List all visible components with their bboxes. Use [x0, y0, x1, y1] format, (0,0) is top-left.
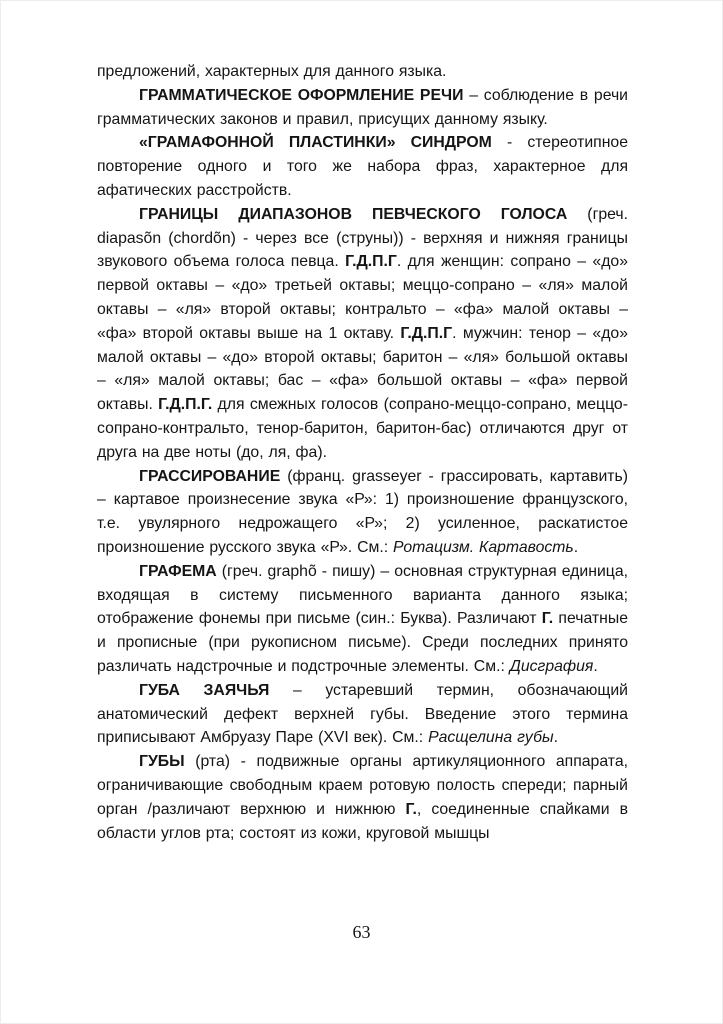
text-segment: (греч. diapasõn (chordõn) - через все (струны)) - верхняя и нижняя границы звукового объема голоса певца.	[97, 205, 628, 271]
text-segment: Г.	[405, 800, 417, 818]
paragraph	[97, 203, 628, 465]
text-segment: .	[573, 538, 579, 556]
text-segment: ГРАНИЦЫ ДИАПАЗОНОВ ПЕВЧЕСКОГО ГОЛОСА	[139, 205, 568, 223]
text-segment: ГРАССИРОВАНИЕ	[139, 467, 281, 485]
paragraph	[97, 679, 628, 750]
text-segment: .	[593, 657, 598, 675]
paragraph	[97, 60, 628, 84]
paragraph	[97, 84, 628, 132]
text-segment: Ротацизм. Картавость	[393, 538, 574, 556]
text-segment: Дисграфия	[509, 657, 594, 675]
text-segment: (греч. graphõ - пишу) – основная структурная единица, входящая в систему письменного варианта данного языка; отображение фонемы при письме (син.: Буква). Различают	[97, 562, 628, 628]
text-segment: - стереотипное повторение одного и того же набора фраз, характерное для афатических расстройств.	[97, 134, 628, 199]
paragraph	[97, 560, 628, 679]
text-segment: .	[553, 729, 559, 747]
text-segment: (рта) - подвижные органы артикуляционного аппарата, ограничивающие свободным краем ротовую полость спереди; парный орган /различают верхнюю и нижнюю	[97, 753, 628, 818]
text-segment: Расщелина губы	[428, 729, 554, 747]
text-segment: ГРАФЕМА	[139, 562, 217, 580]
text-segment: , соединенные спайками в области углов рта; состоят из кожи, круговой мышцы	[97, 800, 628, 842]
text-segment: . для женщин: сопрано – «до» первой октавы – «до» третьей октавы; меццо-сопрано – «ля» малой октавы – «ля» второй октавы; контральто – «фа» малой октавы – «фа» второй октавы выше на 1 октаву.	[97, 253, 628, 342]
text-segment: . мужчин: тенор – «до» малой октавы – «до» второй октавы; баритон – «ля» большой октавы – «ля» малой октавы; бас – «фа» большой октавы – «фа» первой октавы.	[97, 324, 628, 414]
text-segment: ГУБЫ	[139, 753, 185, 771]
page-number: 63	[352, 922, 371, 942]
text-segment: печатные и прописные (при рукописном письме). Среди последних принято различать надстрочные и подстрочные элементы. См.:	[97, 610, 628, 675]
text-segment: – соблюдение в речи грамматических законов и правил, присущих данному языку.	[97, 86, 629, 128]
paragraph	[97, 750, 628, 845]
paragraph	[97, 465, 628, 560]
text-segment: ГУБА ЗАЯЧЬЯ	[139, 681, 270, 699]
paragraph	[97, 131, 628, 202]
text-block	[97, 60, 628, 845]
text-segment: Г.	[541, 610, 554, 628]
text-segment: ГРАММАТИЧЕСКОЕ ОФОРМЛЕНИЕ РЕЧИ	[139, 86, 464, 104]
text-segment: – устаревший термин, обозначающий анатомический дефект верхней губы. Введение этого термина приписывают Амбруазу Паре (XVI век). См.:	[97, 681, 628, 747]
text-segment: «ГРАМАФОННОЙ ПЛАСТИНКИ» СИНДРОМ	[139, 134, 492, 152]
text-segment: Г.Д.П.Г.	[158, 396, 213, 414]
text-segment: (франц. grasseyer - грассировать, картавить) – картавое произнесение звука «Р»: 1) произношение французского, т.е. увулярного недрожащего «Р»; 2) усиленное, раскатистое произношение русского звука «Р». См.:	[97, 467, 628, 556]
text-segment: для смежных голосов (сопрано-меццо-сопрано, меццо-сопрано-контральто, тенор-баритон, баритон-бас) отличаются друг от друга на две ноты (до, ля, фа).	[97, 396, 628, 461]
text-segment: Г.Д.П.Г	[345, 253, 397, 271]
text-segment: Г.Д.П.Г	[400, 324, 453, 342]
text-segment: предложений, характерных для данного языка.	[97, 63, 447, 80]
